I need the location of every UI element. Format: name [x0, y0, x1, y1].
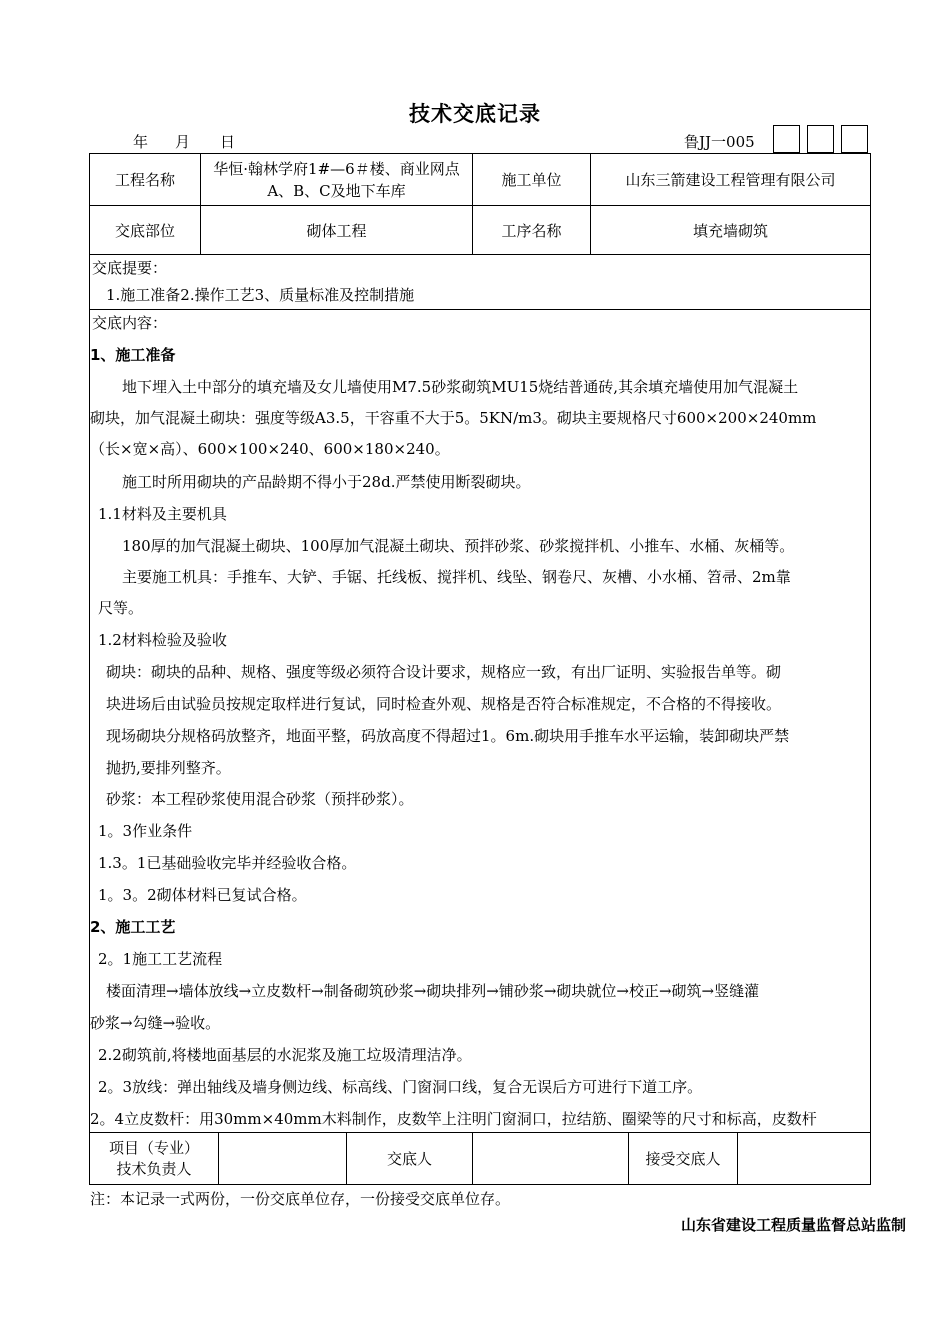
section-2-heading: 2、施工工艺 [90, 918, 176, 936]
content-line: 1.3。1已基础验收完毕并经验收合格。 [98, 854, 357, 872]
content-line: 砂浆→勾缝→验收。 [90, 1014, 221, 1032]
content-line: 尺等。 [98, 599, 144, 617]
date-month: 月 [175, 133, 191, 151]
project-name-value [201, 154, 473, 206]
process-label: 工序名称 [473, 206, 591, 255]
code-box-2 [807, 125, 834, 153]
signature-table [89, 1132, 871, 1185]
content-line: 楼面清理→墙体放线→立皮数杆→制备砌筑砂浆→砌块排列→铺砂浆→砌块就位→校正→砌筑→竖缝灌 [106, 982, 760, 1000]
subsection-heading: 2。1施工工艺流程 [98, 950, 223, 968]
content-line: 现场砌块分规格码放整齐，地面平整，码放高度不得超过1。6m.砌块用手推车水平运输，装卸砌块严禁 [106, 727, 790, 745]
date-day: 日 [220, 133, 236, 151]
document-title: 技术交底记录 [409, 102, 541, 126]
section-1-heading: 1、施工准备 [90, 346, 176, 364]
summary-divider [90, 309, 870, 310]
content-line: 2.2砌筑前,将楼地面基层的水泥浆及施工垃圾清理洁净。 [98, 1046, 472, 1064]
footnote: 注：本记录一式两份，一份交底单位存，一份接受交底单位存。 [90, 1190, 511, 1208]
process-value: 填充墙砌筑 [591, 206, 871, 255]
discloser-label: 交底人 [347, 1133, 473, 1185]
code-box-3 [841, 125, 868, 153]
content-line: 地下埋入土中部分的填充墙及女儿墙使用M7.5砂浆砌筑MU15烧结普通砖,其余填充墙使用加气混凝土 [122, 378, 799, 396]
content-label: 交底内容： [92, 314, 168, 332]
subsection-heading: 1。3作业条件 [98, 822, 193, 840]
content-line: 砌块，加气混凝土砌块：强度等级A3.5，干容重不大于5。5KN/m3。砌块主要规格尺寸600×200×240mm [90, 409, 817, 427]
tech-lead-label-line2: 技术负责人 [116, 1159, 192, 1178]
tech-lead-signature-cell[interactable] [219, 1133, 347, 1185]
summary-label: 交底提要： [92, 259, 168, 277]
receiver-signature-cell[interactable] [738, 1133, 871, 1185]
tech-lead-label [90, 1133, 219, 1185]
content-line: 180厚的加气混凝土砌块、100厚加气混凝土砌块、预拌砂浆、砂浆搅拌机、小推车、水桶、灰桶等。 [122, 537, 795, 555]
content-line: 2。3放线：弹出轴线及墙身侧边线、标高线、门窗洞口线，复合无误后方可进行下道工序。 [98, 1078, 703, 1096]
content-line: 2。4立皮数杆：用30mm×40mm木料制作，皮数竿上注明门窗洞口，拉结筋、圈梁等的尺寸和标高，皮数杆 [90, 1110, 817, 1128]
project-name-label: 工程名称 [90, 154, 201, 206]
subsection-heading: 1.2材料检验及验收 [98, 631, 227, 649]
content-line: 抛扔,要排列整齐。 [106, 759, 231, 777]
content-area [89, 254, 871, 1132]
location-label: 交底部位 [90, 206, 201, 255]
content-line: 砂浆：本工程砂浆使用混合砂浆（预拌砂浆）。 [106, 790, 414, 808]
content-line: 主要施工机具：手推车、大铲、手锯、托线板、搅拌机、线坠、钢卷尺、灰槽、小水桶、笤帚、2m靠 [122, 568, 791, 586]
construction-unit-value: 山东三箭建设工程管理有限公司 [591, 154, 871, 206]
subsection-heading: 1.1材料及主要机具 [98, 505, 227, 523]
receiver-label: 接受交底人 [629, 1133, 738, 1185]
document-code: 鲁JJ一005 [684, 133, 755, 151]
code-box-1 [773, 125, 800, 153]
content-line: （长×宽×高）、600×100×240、600×180×240。 [90, 440, 450, 458]
project-name-line1: 华恒·翰林学府1#—6＃楼、商业网点 [213, 159, 460, 178]
content-line: 砌块：砌块的品种、规格、强度等级必须符合设计要求，规格应一致，有出厂证明、实验报告单等。砌 [106, 663, 782, 681]
content-line: 块进场后由试验员按规定取样进行复试，同时检查外观、规格是否符合标准规定，不合格的不得接收。 [106, 695, 782, 713]
content-line: 施工时所用砌块的产品龄期不得小于28d.严禁使用断裂砌块。 [122, 473, 531, 491]
summary-text: 1.施工准备2.操作工艺3、质量标准及控制措施 [106, 286, 415, 304]
location-value: 砌体工程 [201, 206, 473, 255]
construction-unit-label: 施工单位 [473, 154, 591, 206]
tech-lead-label-line1: 项目（专业） [108, 1138, 199, 1157]
date-year: 年 [133, 133, 149, 151]
project-name-line2: A、B、C及地下车库 [267, 181, 406, 200]
discloser-signature-cell[interactable] [473, 1133, 629, 1185]
info-table [89, 153, 871, 255]
issuer-footer: 山东省建设工程质量监督总站监制 [680, 1216, 906, 1234]
content-line: 1。3。2砌体材料已复试合格。 [98, 886, 307, 904]
